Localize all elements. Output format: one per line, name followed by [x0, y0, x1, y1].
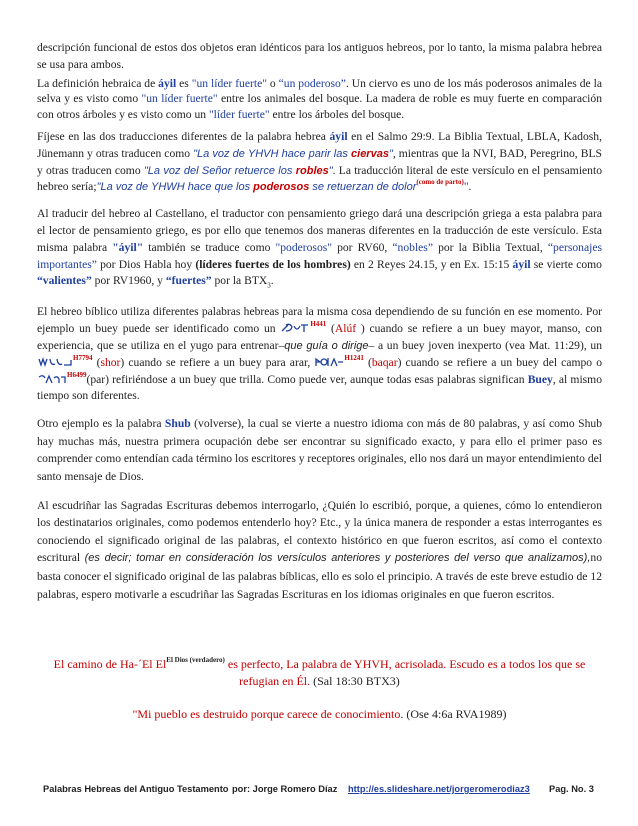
- paleo-hebrew-baqar-icon: [314, 356, 344, 368]
- paragraph-6: [37, 415, 602, 485]
- page-body: [37, 40, 602, 603]
- translation-2: ": [328, 164, 333, 177]
- text: El hebreo bíblico utiliza diferentes palabras hebreas para la misma cosa dependiendo de su función en ese momento. Por ejemplo un buey puede ser identificado como un: [37, 305, 602, 336]
- footer-page-number: Pag. No. 3: [549, 784, 594, 794]
- footer-author: por: Jorge Romero Díaz: [232, 784, 338, 794]
- term-ayil: "áyil": [112, 240, 144, 254]
- term-ayil: áyil: [329, 129, 348, 143]
- footer-title: Palabras Hebreas del Antiguo Testamento: [43, 784, 229, 794]
- text: (volverse), la cual se vierte a nuestro idioma con más de 80 palabras, y así como Shub hay muchas más, nuestra primera ocupación debe ser encontrar su significado exacto, y para ello el primer paso es comprender como entendían cada término los escritores y receptores originales, ello nos dará un mayor entendimiento del santo mensaje de Dios.: [37, 417, 602, 484]
- translation-1: ": [388, 147, 393, 160]
- closing-quote-psalm: [37, 656, 602, 690]
- text: Al escudriñar las Sagradas Escrituras debemos interrogarlo, ¿Quién lo escribió, porque, a quienes, cómo lo entendieron los destinatarios originales, como podemos entenderlo hoy? Etc., y la única manera de responder a estas interrogantes es conociendo el significado original de las palabras, el contexto histórico en que fueron escritos, así como el contexto escritural: [37, 498, 602, 565]
- paleo-hebrew-shor-icon: [37, 356, 73, 368]
- quote-term: “personajes importantes”: [37, 240, 602, 271]
- strong-ref: H7794: [73, 353, 93, 362]
- paragraph-2: [37, 76, 602, 123]
- text: entre los animales del bosque. La madera de roble es muy fuerte en comparación con otros árboles y es visto como un: [37, 92, 602, 122]
- text: se vierte como: [530, 257, 602, 271]
- quote-text: "Mi pueblo es destruido porque carece de conocimiento: [132, 707, 401, 721]
- text: (par) refiriéndose a un buey que trilla. Como puede ver, aunque todas esas palabras significan: [86, 372, 528, 386]
- quote-text: es perfecto, La palabra de YHVH, acrisolada. Escudo es a todos los que se refugian en Él.: [224, 657, 586, 688]
- text: Al traducir del hebreo al Castellano, el traductor con pensamiento griego dará una descripción griega a esta palabra para el lector de pensamiento griego, es por ello que tenemos dos maneras diferentes en la traducción de este versículo. Esta misma palabra: [37, 207, 602, 254]
- strong-ref: H1241: [344, 353, 364, 362]
- italic-phrase: (es decir; tomar en consideración los versículos anteriores y posteriores del verso que analizamos),: [84, 552, 591, 565]
- quote-term: "poderosos": [275, 240, 332, 254]
- closing-quote-hosea: [37, 706, 602, 723]
- text: entre los árboles del bosque.: [269, 108, 405, 122]
- paragraph-1: descripción funcional de estos dos objetos eran idénticos para los antiguos hebreos, por lo tanto, la misma palabra hebrea se usa para ambos.: [37, 41, 602, 71]
- note-como-de-parto: (como de parto): [416, 178, 464, 187]
- text: .: [468, 180, 472, 194]
- text: (: [363, 355, 372, 369]
- text: . La traducción literal de este versículo en el pensamiento hebreo sería;: [37, 163, 602, 194]
- text: , al mismo tiempo son diferentes.: [37, 372, 602, 403]
- transliteration: Alúf: [334, 322, 357, 336]
- text: no basta conocer el significado original de las palabras bíblicas, ello es solo el principio. A través de este breve estudio de 12 palabras, espero motivarle a escudriñar las Sagradas Escrituras en los idiomas originales en que fueron escritos.: [37, 551, 602, 601]
- term-ayil: áyil: [158, 76, 177, 90]
- footer-link[interactable]: http://es.slideshare.net/jorgeromerodiaz3: [348, 784, 530, 794]
- quote-text: El camino de Ha-´El El: [53, 657, 167, 671]
- paragraph-5: [37, 304, 602, 405]
- quote-text: .: [400, 707, 404, 721]
- text: ) cuando se refiere a un buey mayor, manso, con experiencia, que se utiliza en el yugo para entrenar–: [37, 322, 602, 353]
- transliteration: baqar: [371, 355, 398, 369]
- paleo-hebrew-par-icon: [37, 373, 67, 385]
- text: , mientras que la NVI, BAD, Peregrino, BLS y otras traducen como: [37, 146, 602, 177]
- page-footer: [37, 784, 602, 796]
- translation-1-keyword: ciervas: [351, 147, 389, 160]
- quote-term: “fuertes”: [165, 274, 212, 288]
- paleo-hebrew-alef-icon: [280, 322, 310, 334]
- text: ) cuando se refiere a un buey del campo o: [397, 355, 602, 369]
- text: por Dios Habla hoy: [96, 257, 196, 271]
- strong-ref: H6499: [67, 370, 87, 379]
- quote-term: “nobles”: [392, 240, 433, 254]
- quote-note: El Dios (verdadero): [166, 656, 225, 664]
- text: La definición hebraica de: [37, 76, 159, 90]
- text: es: [176, 76, 192, 90]
- text: por RV1960, y: [91, 274, 166, 288]
- quote-term: “valientes”: [37, 274, 92, 288]
- translation-1: "La voz de YHVH hace parir las: [193, 147, 352, 160]
- term-buey: Buey: [527, 372, 553, 386]
- text: en 2 Reyes 24.15, y en Ex. 15:15: [350, 257, 513, 271]
- text: por la BTX: [211, 274, 268, 288]
- text: ) cuando se refiere a un buey para arar,: [120, 355, 315, 369]
- quote-term: "líder fuerte": [208, 108, 270, 122]
- quote-reference: (Sal 18:30 BTX3): [310, 674, 400, 688]
- paragraph-4: [37, 206, 602, 294]
- text: – a un buey joven inexperto (vea Mat. 11:29), un: [368, 339, 602, 353]
- translation-2: "La voz del Señor retuerce los: [143, 164, 296, 177]
- text: en el Salmo 29:9. La Biblia Textual, LBLA, Kadosh, Jünemann y otras traducen como: [37, 129, 602, 160]
- text: por RV60,: [331, 240, 393, 254]
- translation-2-keyword: robles: [295, 164, 329, 177]
- bold-phrase: (líderes fuertes de los hombres): [195, 257, 351, 271]
- term-shub: Shub: [164, 417, 191, 431]
- strong-ref: H441: [310, 320, 327, 329]
- text: o: [266, 76, 279, 90]
- quote-reference: (Ose 4:6a RVA1989): [403, 707, 507, 721]
- paragraph-7: [37, 497, 602, 604]
- translation-3-keyword: poderosos: [253, 181, 310, 194]
- transliteration: shor: [100, 355, 121, 369]
- text: (: [326, 322, 335, 336]
- text: (: [92, 355, 101, 369]
- translation-3: se retuerzan de dolor: [309, 181, 417, 194]
- translation-3: ": [463, 180, 469, 194]
- paragraph-3: [37, 129, 602, 196]
- subscript: 3: [267, 281, 271, 290]
- text: Fíjese en las dos traducciones diferentes de la palabra hebrea: [37, 129, 330, 143]
- quote-term: "un líder fuerte": [141, 92, 218, 106]
- quote-term: “un poderoso”: [278, 76, 346, 90]
- text: también se traduce como: [143, 240, 276, 254]
- quote-term: "un líder fuerte": [191, 76, 267, 90]
- translation-3: "La voz de YHWH hace que los: [96, 181, 254, 194]
- text: . Un ciervo es uno de los más poderosos animales de la selva y es visto como: [37, 76, 602, 106]
- text: .: [270, 274, 274, 288]
- term-ayil: áyil: [512, 257, 531, 271]
- italic-phrase: que guía o dirige: [284, 340, 369, 353]
- text: Otro ejemplo es la palabra: [37, 417, 165, 431]
- text: por la Biblia Textual,: [432, 240, 548, 254]
